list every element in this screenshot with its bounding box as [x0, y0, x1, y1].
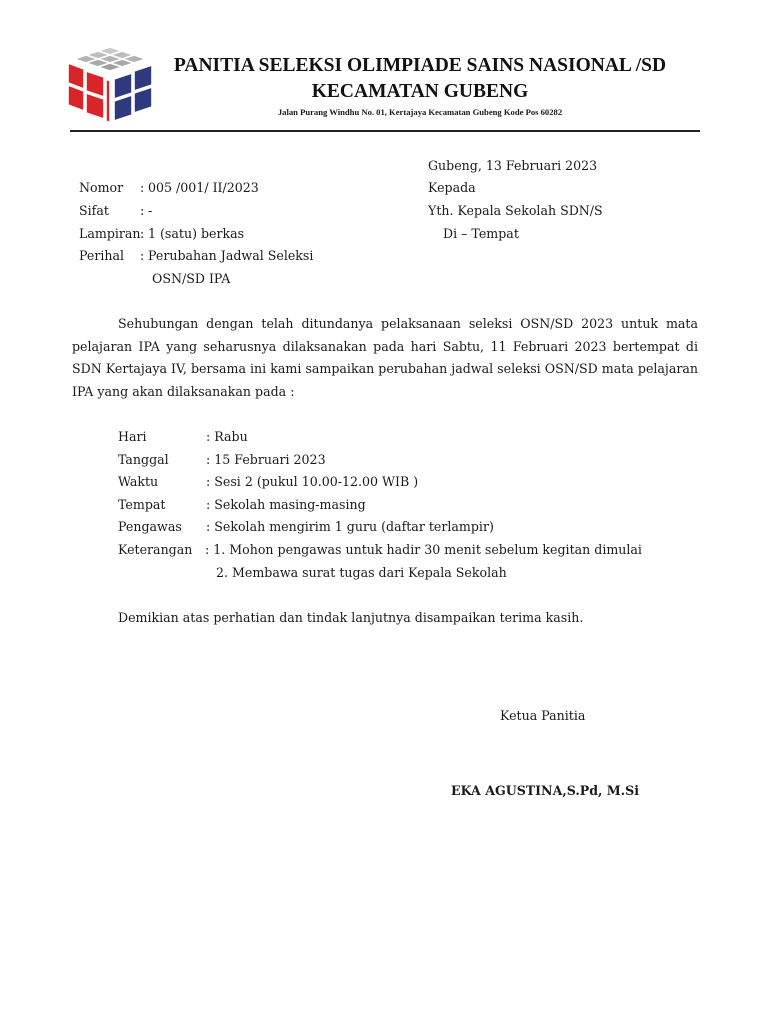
- meta-label-lampiran: Lampiran: [79, 226, 141, 241]
- meta-label-perihal: Perihal: [79, 248, 125, 263]
- detail-value-hari: : Rabu: [206, 429, 248, 444]
- district-title: KECAMATAN GUBENG: [311, 81, 529, 102]
- meta-colon: :: [140, 203, 145, 218]
- meta-value-perihal-line2: OSN/SD IPA: [152, 271, 231, 286]
- meta-value-lampiran: 1 (satu) berkas: [148, 226, 245, 241]
- detail-label-tempat: Tempat: [118, 497, 166, 512]
- recipient-kepada: Kepada: [428, 180, 476, 195]
- place-date: Gubeng, 13 Februari 2023: [428, 158, 598, 173]
- meta-value-sifat: -: [148, 203, 153, 218]
- detail-value-keterangan-2: 2. Membawa surat tugas dari Kepala Sekolah: [216, 565, 507, 580]
- opening-paragraph: Sehubungan dengan telah ditundanya pelaksanaan seleksi OSN/SD 2023 untuk mata pelajaran IPA yang seharusnya dilaksanakan pada hari Sabtu, 11 Februari 2023 bertempat di SDN Kertajaya IV, bersama ini kami sampaikan perubahan jadwal seleksi OSN/SD mata pelajaran IPA yang akan dilaksanakan pada :: [72, 316, 698, 400]
- signature-role: Ketua Panitia: [500, 708, 586, 723]
- meta-colon: :: [140, 180, 145, 195]
- recipient-place: Di – Tempat: [443, 226, 519, 241]
- detail-value-keterangan: : 1. Mohon pengawas untuk hadir 30 menit sebelum kegitan dimulai: [205, 542, 642, 557]
- rubik-cube-logo-icon: [64, 45, 156, 129]
- detail-value-tanggal: : 15 Februari 2023: [206, 452, 326, 467]
- detail-value-waktu: : Sesi 2 (pukul 10.00-12.00 WIB ): [206, 474, 419, 489]
- meta-value-nomor: 005 /001/ II/2023: [148, 180, 259, 195]
- meta-value-perihal: Perubahan Jadwal Seleksi: [148, 248, 314, 263]
- recipient-name: Yth. Kepala Sekolah SDN/S: [428, 203, 603, 218]
- detail-label-tanggal: Tanggal: [118, 452, 169, 467]
- detail-value-tempat: : Sekolah masing-masing: [206, 497, 366, 512]
- meta-colon: :: [140, 226, 145, 241]
- detail-label-pengawas: Pengawas: [118, 519, 182, 534]
- detail-label-keterangan: Keterangan: [118, 542, 193, 557]
- detail-label-waktu: Waktu: [118, 474, 159, 489]
- address-line: Jalan Purang Windhu No. 01, Kertajaya Kecamatan Gubeng Kode Pos 60282: [277, 107, 563, 117]
- meta-label-nomor: Nomor: [79, 180, 124, 195]
- meta-colon: :: [140, 248, 145, 263]
- detail-label-hari: Hari: [118, 429, 147, 444]
- meta-label-sifat: Sifat: [79, 203, 109, 218]
- closing-sentence: Demikian atas perhatian dan tindak lanjutnya disampaikan terima kasih.: [118, 610, 584, 625]
- header-divider: [70, 130, 700, 132]
- committee-title: PANITIA SELEKSI OLIMPIADE SAINS NASIONAL /SD: [173, 55, 667, 76]
- signature-name: EKA AGUSTINA,S.Pd, M.Si: [451, 783, 640, 798]
- detail-value-pengawas: : Sekolah mengirim 1 guru (daftar terlampir): [206, 519, 494, 534]
